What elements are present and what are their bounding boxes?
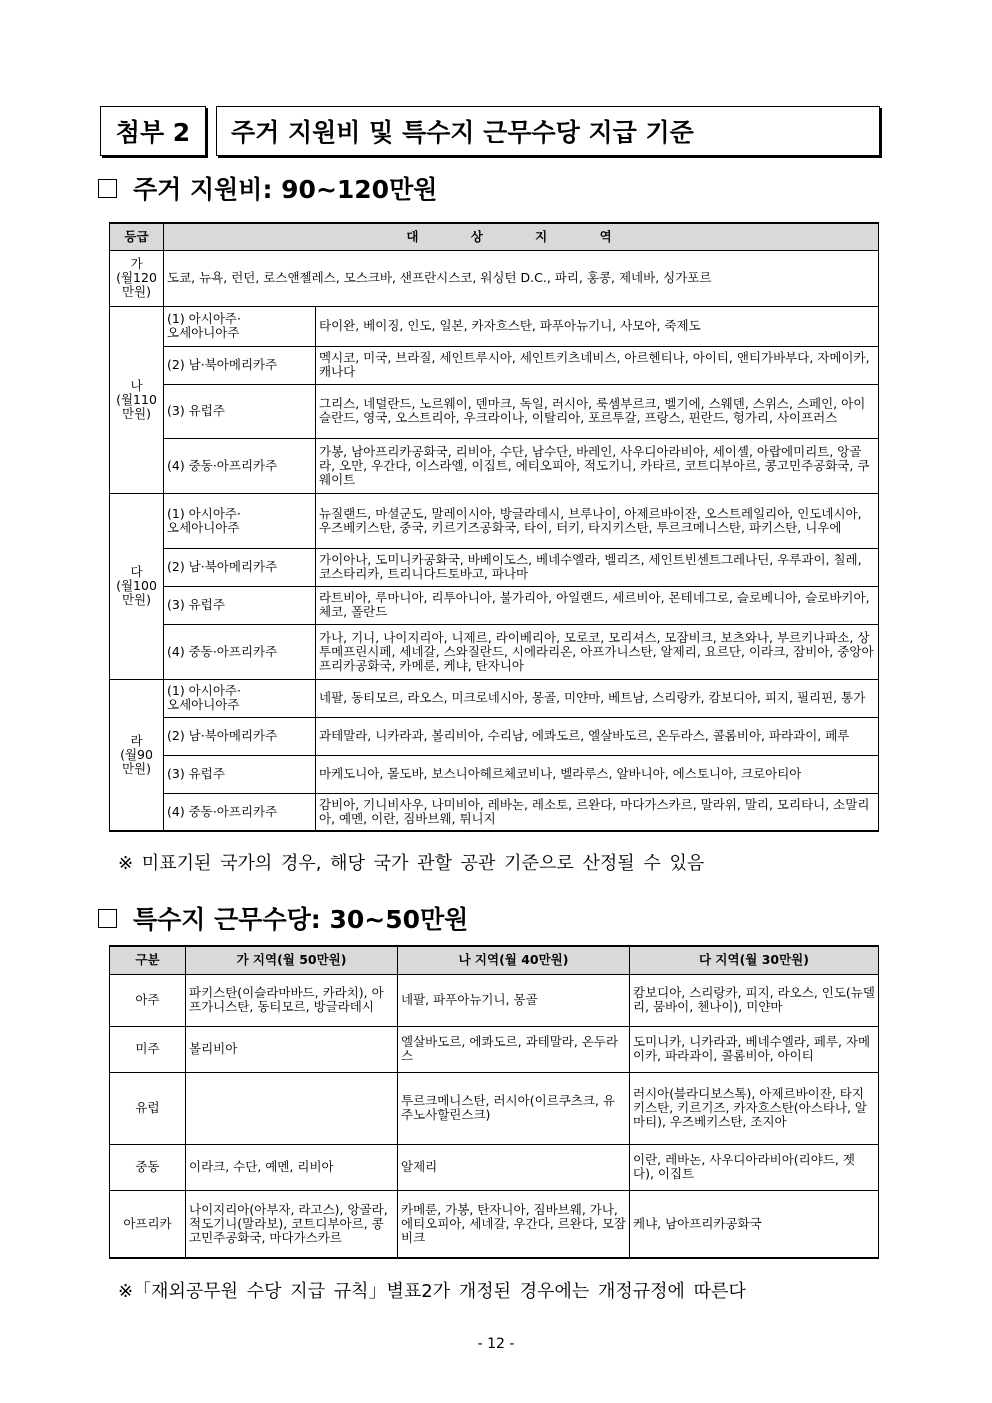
country-cell: 러시아(블라디보스톡), 아제르바이잔, 타지키스탄, 키르기즈, 카자흐스탄(아스타나, 알마티), 우즈베키스탄, 조지아 xyxy=(630,1072,879,1144)
special-heading-text: 특수지 근무수당: 30~50만원 xyxy=(133,905,469,934)
region-cell: (2) 남·북아메리카주 xyxy=(164,548,316,586)
table-row xyxy=(110,1190,879,1258)
col-grade-header: 등급 xyxy=(110,223,164,250)
special-heading xyxy=(98,900,468,936)
country-list: 감비아, 기니비사우, 나미비아, 레바논, 레소토, 르완다, 마다가스카르, 말라위, 말리, 모리타니, 소말리아, 예멘, 이란, 짐바브웨, 튀니지 xyxy=(316,793,879,831)
column-header: 가 지역(월 50만원) xyxy=(186,946,398,974)
table-row xyxy=(110,624,879,679)
category-cell: 아주 xyxy=(110,974,186,1026)
country-cell: 캄보디아, 스리랑카, 피지, 라오스, 인도(뉴델리, 뭄바이, 첸나이), 미얀마 xyxy=(630,974,879,1026)
grade-cell: 라 (월90 만원) xyxy=(110,679,164,831)
country-list: 라트비아, 루마니아, 리투아니아, 불가리아, 아일랜드, 세르비아, 몬테네그로, 슬로베니아, 슬로바키아, 체코, 폴란드 xyxy=(316,586,879,624)
housing-heading xyxy=(98,170,437,206)
region-cell: (4) 중동·아프리카주 xyxy=(164,793,316,831)
column-header: 구분 xyxy=(110,946,186,974)
country-list: 타이완, 베이징, 인도, 일본, 카자흐스탄, 파푸아뉴기니, 사모아, 죽제도 xyxy=(316,306,879,346)
country-list: 네팔, 동티모르, 라오스, 미크로네시아, 몽골, 미얀마, 베트남, 스리랑카, 캄보디아, 피지, 필리핀, 통가 xyxy=(316,679,879,717)
housing-note: ※ 미표기된 국가의 경우, 해당 국가 관할 공관 기준으로 산정될 수 있음 xyxy=(118,853,705,874)
checkbox-square-icon xyxy=(98,179,117,198)
country-cell xyxy=(186,1072,398,1144)
table-header-row xyxy=(110,946,879,974)
country-cell: 볼리비아 xyxy=(186,1026,398,1072)
grade-cell: 가 (월120 만원) xyxy=(110,250,164,306)
country-cell: 네팔, 파푸아뉴기니, 몽골 xyxy=(398,974,630,1026)
table-row xyxy=(110,679,879,717)
country-cell: 투르크메니스탄, 러시아(이르쿠츠크, 유주노사할린스크) xyxy=(398,1072,630,1144)
table-row xyxy=(110,793,879,831)
special-allowance-table xyxy=(109,945,879,1259)
table-row xyxy=(110,717,879,755)
category-cell: 중동 xyxy=(110,1144,186,1190)
country-list: 멕시코, 미국, 브라질, 세인트루시아, 세인트키츠네비스, 아르헨티나, 아이티, 앤티가바부다, 자메이카, 캐나다 xyxy=(316,346,879,384)
grade-cell: 나 (월110 만원) xyxy=(110,306,164,493)
special-note: ※「재외공무원 수당 지급 규칙」별표2가 개정된 경우에는 개정규정에 따른다 xyxy=(118,1281,746,1302)
table-row xyxy=(110,250,879,306)
table-row xyxy=(110,586,879,624)
attachment-header xyxy=(100,106,880,156)
region-cell: (3) 유럽주 xyxy=(164,384,316,438)
category-cell: 유럽 xyxy=(110,1072,186,1144)
table-row xyxy=(110,1026,879,1072)
table-row xyxy=(110,548,879,586)
category-cell: 아프리카 xyxy=(110,1190,186,1258)
grade-cell: 다 (월100 만원) xyxy=(110,493,164,679)
table-row xyxy=(110,438,879,493)
country-cell: 케냐, 남아프리카공화국 xyxy=(630,1190,879,1258)
category-cell: 미주 xyxy=(110,1026,186,1072)
attachment-title: 주거 지원비 및 특수지 근무수당 지급 기준 xyxy=(216,106,880,156)
country-list: 가이아나, 도미니카공화국, 바베이도스, 베네수엘라, 벨리즈, 세인트빈센트그레나딘, 우루과이, 칠레, 코스타리카, 트리니다드토바고, 파나마 xyxy=(316,548,879,586)
table-row xyxy=(110,1072,879,1144)
region-cell: (1) 아시아주· 오세아니아주 xyxy=(164,493,316,548)
region-cell: (1) 아시아주· 오세아니아주 xyxy=(164,679,316,717)
column-header: 다 지역(월 30만원) xyxy=(630,946,879,974)
country-list: 가봉, 남아프리카공화국, 리비아, 수단, 남수단, 바레인, 사우디아라비아, 세이셸, 아랍에미리트, 앙골라, 오만, 우간다, 이스라엘, 이집트, 에티오피아, 적도기니, 카타르, 코트디부아르, 콩고민주공화국, 쿠웨이트 xyxy=(316,438,879,493)
country-cell: 알제리 xyxy=(398,1144,630,1190)
attachment-label: 첨부 2 xyxy=(100,106,206,156)
region-cell: (4) 중동·아프리카주 xyxy=(164,438,316,493)
country-list: 도쿄, 뉴욕, 런던, 로스앤젤레스, 모스크바, 샌프란시스코, 워싱턴 D.C., 파리, 홍콩, 제네바, 싱가포르 xyxy=(164,250,879,306)
table-row xyxy=(110,346,879,384)
table-row xyxy=(110,493,879,548)
country-list: 그리스, 네덜란드, 노르웨이, 덴마크, 독일, 러시아, 룩셈부르크, 벨기에, 스웨덴, 스위스, 스페인, 아이슬란드, 영국, 오스트리아, 우크라이나, 이탈리아, 포르투갈, 프랑스, 핀란드, 헝가리, 사이프러스 xyxy=(316,384,879,438)
table-row xyxy=(110,306,879,346)
country-list: 뉴질랜드, 마셜군도, 말레이시아, 방글라데시, 브루나이, 아제르바이잔, 오스트레일리아, 인도네시아, 우즈베키스탄, 중국, 키르기즈공화국, 타이, 터키, 타지키스탄, 투르크메니스탄, 파키스탄, 니우에 xyxy=(316,493,879,548)
country-cell: 도미니카, 니카라과, 베네수엘라, 페루, 자메이카, 파라과이, 콜롬비아, 아이티 xyxy=(630,1026,879,1072)
region-cell: (2) 남·북아메리카주 xyxy=(164,717,316,755)
region-cell: (4) 중동·아프리카주 xyxy=(164,624,316,679)
table-row xyxy=(110,1144,879,1190)
country-cell: 파키스탄(이슬라마바드, 카라치), 아프가니스탄, 동티모르, 방글라데시 xyxy=(186,974,398,1026)
country-cell: 이라크, 수단, 예멘, 리비아 xyxy=(186,1144,398,1190)
country-cell: 나이지리아(아부자, 라고스), 앙골라, 적도기니(말라보), 코트디부아르, 콩고민주공화국, 마다가스카르 xyxy=(186,1190,398,1258)
region-cell: (3) 유럽주 xyxy=(164,586,316,624)
col-region-header: 대 상 지 역 xyxy=(164,223,879,250)
country-cell: 이란, 레바논, 사우디아라비아(리야드, 젯다), 이집트 xyxy=(630,1144,879,1190)
page-number: - 12 - xyxy=(477,1336,515,1352)
housing-heading-text: 주거 지원비: 90~120만원 xyxy=(133,175,438,204)
checkbox-square-icon xyxy=(98,909,117,928)
country-cell: 카메룬, 가봉, 탄자니아, 짐바브웨, 가나, 에티오피아, 세네갈, 우간다, 르완다, 모잠비크 xyxy=(398,1190,630,1258)
table-row xyxy=(110,384,879,438)
country-list: 가나, 기니, 나이지리아, 니제르, 라이베리아, 모로코, 모리셔스, 모잠비크, 보츠와나, 부르키나파소, 상투메프린시페, 세네갈, 스와질란드, 시에라리온, 아프가니스탄, 알제리, 요르단, 이라크, 잠비아, 중앙아프리카공화국, 카메룬, 케냐, 탄자니아 xyxy=(316,624,879,679)
table-row xyxy=(110,755,879,793)
country-list: 과테말라, 니카라과, 볼리비아, 수리남, 에콰도르, 엘살바도르, 온두라스, 콜롬비아, 파라과이, 페루 xyxy=(316,717,879,755)
table-row xyxy=(110,974,879,1026)
column-header: 나 지역(월 40만원) xyxy=(398,946,630,974)
housing-table xyxy=(109,222,879,832)
region-cell: (1) 아시아주· 오세아니아주 xyxy=(164,306,316,346)
region-cell: (3) 유럽주 xyxy=(164,755,316,793)
region-cell: (2) 남·북아메리카주 xyxy=(164,346,316,384)
country-cell: 엘살바도르, 에콰도르, 과테말라, 온두라스 xyxy=(398,1026,630,1072)
country-list: 마케도니아, 몰도바, 보스니아헤르체코비나, 벨라루스, 알바니아, 에스토니아, 크로아티아 xyxy=(316,755,879,793)
